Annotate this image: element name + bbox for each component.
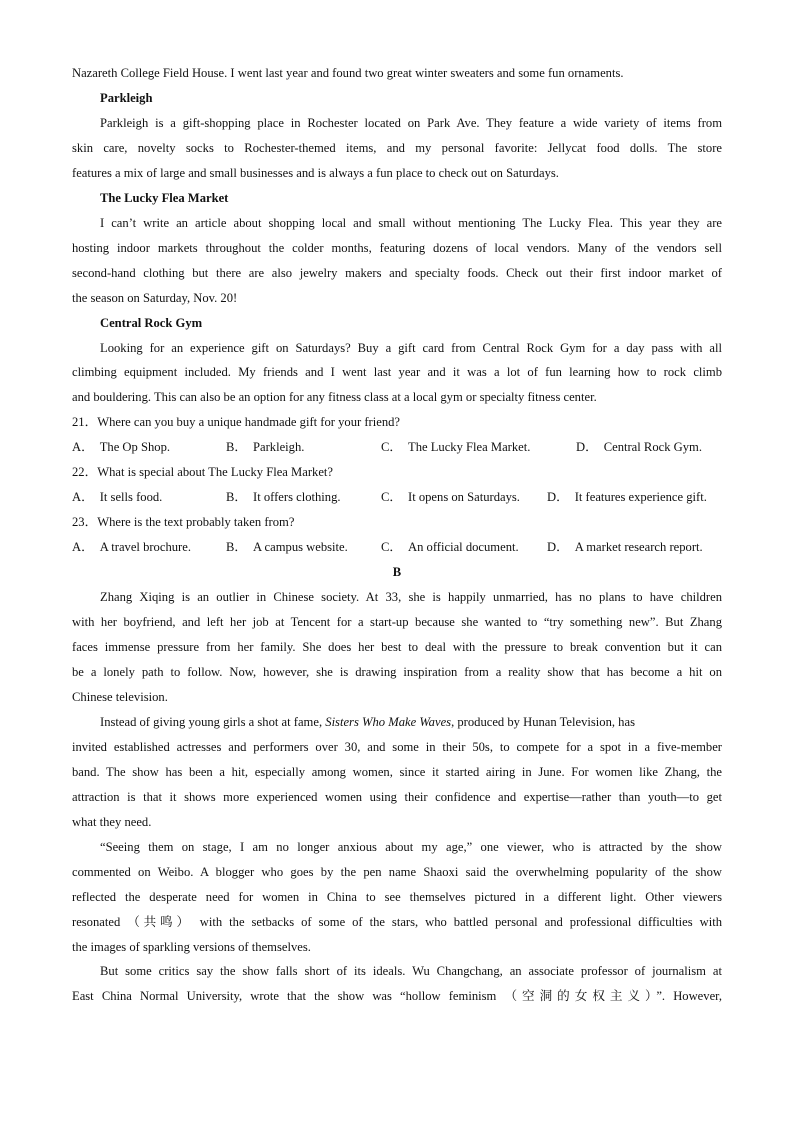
option-label: B． [226,440,247,454]
paragraph-line: invited established actresses and performers over 30, and some in their 50s, to compete for a spot in a five-member [72,740,722,754]
question-22-option-d [547,487,707,507]
paragraph-line: climbing equipment included. My friends and I went last year and it was a lot of fun learning how to rock climb [72,365,722,379]
paragraph-line: be a lonely path to follow. Now, however, she is drawing inspiration from a reality show that has become a hit on [72,665,722,679]
paragraph-line: “Seeing them on stage, I am no longer anxious about my age,” one viewer, who is attracted by the show [100,840,722,854]
question-23-option-d [547,537,703,557]
paragraph-line: hosting indoor markets throughout the colder months, featuring dozens of local vendors. Many of the vendors sell [72,241,722,255]
question-22-option-c [381,487,520,507]
text-segment: , produced by Hunan Television, has [451,715,635,729]
paragraph-line: commented on Weibo. A blogger who goes by the pen name Shaoxi said the overwhelming popularity of the show [72,865,722,879]
paragraph-line: with her boyfriend, and left her job at Tencent for a start-up because she wanted to “try something new”. But Zhang [72,615,722,629]
section-heading-lucky-flea: The Lucky Flea Market [100,191,229,205]
option-text: It sells food. [99,490,163,504]
option-label: A． [72,540,94,554]
paragraph-line: attraction is that it shows more experienced women using their confidence and expertise—rather than youth—to get [72,790,722,804]
question-22-option-a [72,487,162,507]
question-23-option-b [226,537,348,557]
question-23-option-c [381,537,519,557]
option-text: It opens on Saturdays. [408,490,520,504]
option-text: An official document. [408,540,519,554]
paragraph-line: features a mix of large and small businesses and is always a fun place to check out on Saturdays. [72,166,559,180]
option-text: A travel brochure. [99,540,191,554]
text-segment: Instead of giving young girls a shot at fame, [100,715,323,729]
option-text: Parkleigh. [253,440,305,454]
question-22-stem: 22．What is special about The Lucky Flea Market? [72,465,334,479]
paragraph-line: East China Normal University, wrote that the show was “hollow feminism （空洞的女权主义）”. However, [72,989,722,1003]
paragraph-line: Looking for an experience gift on Saturdays? Buy a gift card from Central Rock Gym for a day pass with all [100,341,722,355]
option-text: It offers clothing. [253,490,341,504]
option-text: A market research report. [574,540,703,554]
paragraph-line: Parkleigh is a gift-shopping place in Rochester located on Park Ave. They feature a wide variety of items from [100,116,722,130]
section-heading-central-rock-gym: Central Rock Gym [100,316,203,330]
paragraph-line-with-title [100,712,722,732]
section-heading-parkleigh: Parkleigh [100,91,153,105]
option-label: D． [547,490,569,504]
paragraph-line: second-hand clothing but there are also jewelry makers and specialty foods. Check out their first indoor market of [72,266,722,280]
section-b-heading: B [392,565,402,579]
option-label: D． [576,440,598,454]
paragraph-line: I can’t write an article about shopping local and small without mentioning The Lucky Flea. This year they are [100,216,722,230]
paragraph-line: reflected the desperate need for women in China to see themselves pictured in a different light. Other viewers [72,890,722,904]
question-23-stem: 23．Where is the text probably taken from? [72,515,295,529]
option-text: It features experience gift. [574,490,707,504]
paragraph-line: skin care, novelty socks to Rochester-themed items, and my personal favorite: Jellycat food dolls. The store [72,141,722,155]
option-text: The Op Shop. [99,440,171,454]
question-21-option-c [381,437,530,457]
option-label: C． [381,440,402,454]
option-text: Central Rock Gym. [603,440,702,454]
paragraph-line: what they need. [72,815,152,829]
paragraph-line: resonated （共鸣） with the setbacks of some of the stars, who battled personal and professional difficulties with [72,915,722,929]
question-21-option-a [72,437,170,457]
option-text: The Lucky Flea Market. [408,440,531,454]
question-21-option-b [226,437,304,457]
paragraph-line: But some critics say the show falls short of its ideals. Wu Changchang, an associate professor of journalism at [100,964,722,978]
option-label: C． [381,540,402,554]
paragraph-line: and bouldering. This can also be an option for any fitness class at a local gym or specialty fitness center. [72,390,597,404]
option-label: D． [547,540,569,554]
question-23-option-a [72,537,191,557]
paragraph-line: the images of sparkling versions of themselves. [72,940,311,954]
paragraph-line: Zhang Xiqing is an outlier in Chinese society. At 33, she is happily unmarried, has no plans to have children [100,590,722,604]
paragraph-line: faces immense pressure from her family. She does her best to deal with the pressure to break convention but it can [72,640,722,654]
option-label: A． [72,490,94,504]
question-21-option-d [576,437,702,457]
question-22-option-b [226,487,341,507]
option-label: B． [226,540,247,554]
question-21-stem: 21．Where can you buy a unique handmade gift for your friend? [72,415,401,429]
option-text: A campus website. [253,540,348,554]
show-title: Sisters Who Make Waves [325,715,452,729]
option-label: C． [381,490,402,504]
lead-line: Nazareth College Field House. I went last year and found two great winter sweaters and some fun ornaments. [72,66,624,80]
paragraph-line: band. The show has been a hit, especially among women, since it started airing in June. For women like Zhang, the [72,765,722,779]
paragraph-line: Chinese television. [72,690,168,704]
paragraph-line: the season on Saturday, Nov. 20! [72,291,238,305]
option-label: A． [72,440,94,454]
option-label: B． [226,490,247,504]
